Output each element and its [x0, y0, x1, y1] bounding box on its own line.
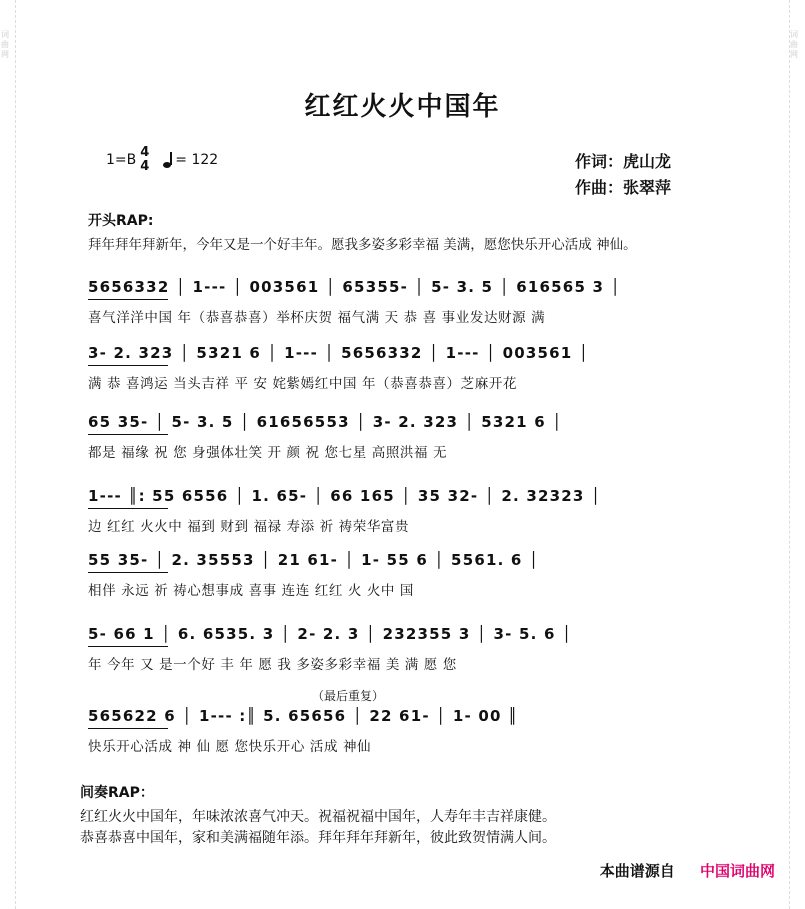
score-row: [88, 625, 728, 673]
jianpu-notes: 3- 2. 323 │ 5321 6 │ 1--- │ 5656332 │ 1--- │ 003561 │: [88, 344, 728, 366]
score-row: [88, 344, 728, 392]
interlude-line: 红红火火中国年，年味浓浓喜气冲天。祝福祝福中国年，人寿年丰吉祥康健。: [80, 809, 556, 825]
tempo-marking: = 122: [163, 152, 218, 168]
intro-heading: 开头RAP:: [88, 213, 154, 229]
score-row: [88, 413, 728, 461]
repeat-annotation: （最后重复）: [312, 689, 385, 703]
beat-underline: [88, 434, 168, 435]
watermark-text: 词曲网: [1, 30, 9, 59]
time-signature: 4 4: [140, 145, 150, 174]
quarter-note-icon: [163, 152, 173, 168]
lyrics-line: 满 恭 喜鸿运 当头吉祥 平 安 姹紫嫣红中国 年（恭喜恭喜）芝麻开花: [88, 376, 518, 392]
jianpu-notes: 1--- ║: 55 6556 │ 1. 65- │ 66 165 │ 35 32- │ 2. 32323 │: [88, 487, 728, 509]
watermark-text: 词曲网: [790, 30, 798, 59]
score-meta: [106, 146, 218, 174]
jianpu-notes: 65 35- │ 5- 3. 5 │ 61656553 │ 3- 2. 323 │ 5321 6 │: [88, 413, 728, 435]
beat-underline: [88, 365, 168, 366]
source-credit: [600, 860, 775, 881]
jianpu-notes: 5- 66 1 │ 6. 6535. 3 │ 2- 2. 3 │ 232355 3 │ 3- 5. 6 │: [88, 625, 728, 647]
source-brand: 中国词曲网: [699, 862, 775, 880]
score-row: [88, 689, 728, 755]
score-row: [88, 278, 728, 326]
intro-text: 拜年拜年拜新年，今年又是一个好丰年。愿我多姿多彩幸福 美满，愿您快乐开心活成 神仙。: [88, 237, 637, 253]
beat-underline: [88, 508, 168, 509]
lyrics-line: 边 红红 火火中 福到 财到 福禄 寿添 祈 祷荣华富贵: [88, 519, 410, 535]
credits: [575, 149, 671, 201]
page-title: 红红火火中国年: [304, 92, 501, 122]
interlude-heading: 间奏RAP：: [80, 785, 154, 801]
lyrics-line: 年 今年 又 是一个好 丰 年 愿 我 多姿多彩幸福 美 满 愿 您: [88, 657, 457, 673]
lyrics-line: 快乐开心活成 神 仙 愿 您快乐开心 活成 神仙: [88, 739, 372, 755]
score-row: [88, 487, 728, 535]
lyrics-line: 相伴 永远 祈 祷心想事成 喜事 连连 红红 火 火中 国: [88, 583, 415, 599]
source-label: 本曲谱源自: [599, 862, 675, 880]
composer: 作曲：张翠萍: [575, 178, 672, 197]
interlude-line: 恭喜恭喜中国年，家和美满福随年添。拜年拜年拜新年，彼此致贺情满人间。: [80, 830, 556, 846]
lyrics-line: 喜气洋洋中国 年（恭喜恭喜）举杯庆贺 福气满 天 恭 喜 事业发达财源 满: [88, 310, 546, 326]
jianpu-notes: 55 35- │ 2. 35553 │ 21 61- │ 1- 55 6 │ 5561. 6 │: [88, 551, 728, 573]
beat-underline: [88, 299, 168, 300]
jianpu-notes: 565622 6 │ 1--- :║ 5. 65656 │ 22 61- │ 1- 00 ║: [88, 707, 728, 729]
beat-underline: [88, 646, 168, 647]
beat-underline: [88, 572, 168, 573]
watermark-right: [789, 0, 804, 909]
lyrics-line: 都是 福缘 祝 您 身强体壮笑 开 颜 祝 您七星 高照洪福 无: [88, 445, 448, 461]
jianpu-notes: 5656332 │ 1--- │ 003561 │ 65355- │ 5- 3. 5 │ 616565 3 │: [88, 278, 728, 300]
watermark-left: [1, 0, 16, 909]
beat-underline: [88, 728, 168, 729]
score-row: [88, 551, 728, 599]
key-signature: 1=B: [106, 152, 137, 168]
lyricist: 作词：虎山龙: [575, 152, 672, 171]
